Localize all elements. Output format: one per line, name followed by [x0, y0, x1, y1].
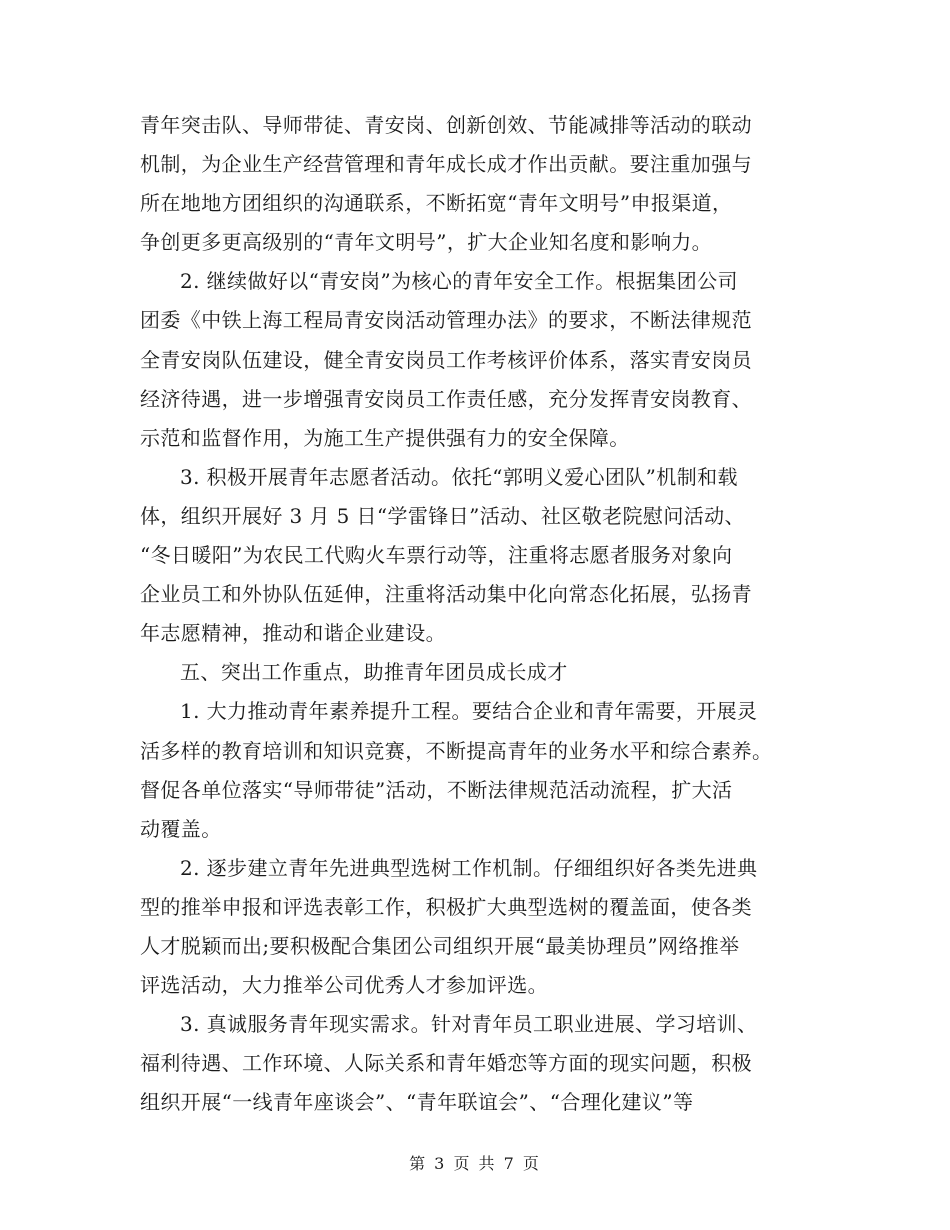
text-line: 活多样的教育培训和知识竞赛，不断提高青年的业务水平和综合素养。	[140, 738, 773, 763]
paragraph-start-line: 2. 逐步建立青年先进典型选树工作机制。仔细组织好各类先进典	[180, 855, 758, 880]
text-line: 示范和监督作用，为施工生产提供强有力的安全保障。	[140, 425, 630, 450]
paragraph-start-line: 2. 继续做好以“青安岗”为核心的青年安全工作。根据集团公司	[180, 269, 738, 294]
text-line: 团委《中铁上海工程局青安岗活动管理办法》的要求，不断法律规范	[140, 308, 752, 333]
text-line: 型的推举申报和评选表彰工作，积极扩大典型选树的覆盖面，使各类	[140, 894, 752, 919]
text-line: 争创更多更高级别的“青年文明号”，扩大企业知名度和影响力。	[140, 230, 713, 255]
text-line: 人才脱颖而出;要积极配合集团公司组织开展“最美协理员”网络推举	[140, 933, 740, 958]
text-line: 督促各单位落实“导师带徒”活动，不断法律规范活动流程，扩大活	[140, 777, 733, 802]
text-line: 福利待遇、工作环境、人际关系和青年婚恋等方面的现实问题，积极	[140, 1051, 752, 1076]
paragraph-start-line: 1. 大力推动青年素养提升工程。要结合企业和青年需要，开展灵	[180, 699, 758, 724]
text-line: 组织开展“一线青年座谈会”、“青年联谊会”、“合理化建议”等	[140, 1090, 694, 1115]
text-line: 年志愿精神，推动和谐企业建设。	[140, 621, 446, 646]
section-heading: 五、突出工作重点，助推青年团员成长成才	[180, 660, 568, 685]
paragraph-start-line: 3. 真诚服务青年现实需求。针对青年员工职业进展、学习培训、	[180, 1012, 758, 1037]
paragraph-start-line: 3. 积极开展青年志愿者活动。依托“郭明义爱心团队”机制和载	[180, 464, 738, 489]
text-line: 评选活动，大力推举公司优秀人才参加评选。	[140, 973, 548, 998]
text-line: 青年突击队、导师带徒、青安岗、创新创效、节能减排等活动的联动	[140, 113, 752, 137]
document-body	[140, 106, 810, 1122]
page-number-footer: 第 3 页 共 7 页	[409, 1154, 541, 1173]
text-line: 所在地地方团组织的沟通联系，不断拓宽“青年文明号”申报渠道，	[140, 191, 733, 216]
text-line: 全青安岗队伍建设，健全青安岗员工作考核评价体系，落实青安岗员	[140, 347, 752, 372]
text-line: 企业员工和外协队伍延伸，注重将活动集中化向常态化拓展，弘扬青	[140, 582, 752, 607]
text-line: 经济待遇，进一步增强青安岗员工作责任感，充分发挥青安岗教育、	[140, 386, 752, 411]
text-line: 动覆盖。	[140, 816, 222, 841]
text-line: 体，组织开展好 3 月 5 日“学雷锋日”活动、社区敬老院慰问活动、	[140, 503, 745, 528]
text-line: “冬日暖阳”为农民工代购火车票行动等，注重将志愿者服务对象向	[140, 543, 733, 568]
text-line: 机制，为企业生产经营管理和青年成长成才作出贡献。要注重加强与	[140, 152, 752, 177]
